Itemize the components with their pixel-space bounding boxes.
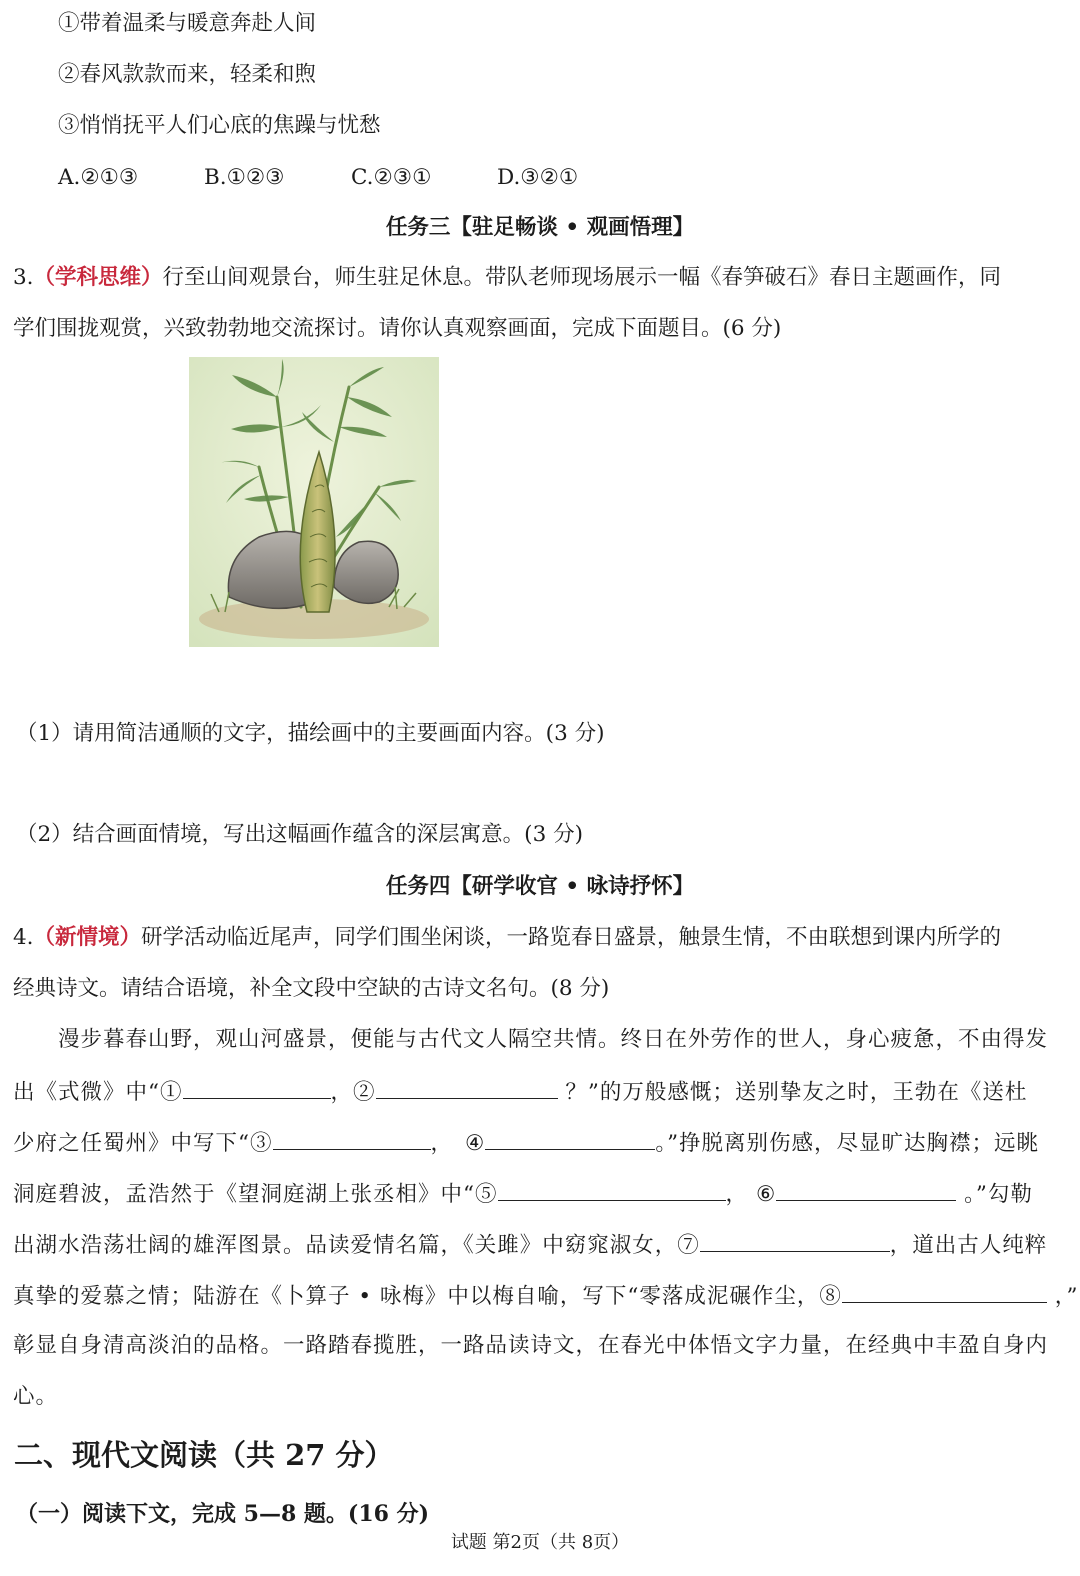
blank-2[interactable]: [376, 1076, 558, 1099]
subsection-heading: （一）阅读下文，完成 5—8 题。(16 分): [16, 1501, 430, 1527]
blank-number-5: ⑤: [475, 1182, 498, 1207]
passage-text: 出《式微》中“: [13, 1080, 160, 1105]
option-line-1: ①带着温柔与暖意奔赴人间: [58, 11, 317, 36]
subquestion-2: （2）结合画面情境，写出这幅画作蕴含的深层寓意。(3 分): [16, 822, 583, 847]
choice-d: D.③②①: [497, 165, 579, 190]
blank-3[interactable]: [273, 1127, 431, 1150]
question-tag: （新情境）: [33, 925, 142, 950]
blank-number-7: ⑦: [677, 1233, 700, 1258]
passage-text: 少府之任蜀州》中写下“: [13, 1131, 250, 1156]
passage-line-3: [13, 1127, 1039, 1159]
option-line-3: ③悄悄抚平人们心底的焦躁与忧愁: [58, 113, 381, 138]
blank-4[interactable]: [485, 1127, 655, 1150]
passage-line-4: [13, 1178, 1033, 1210]
blank-7[interactable]: [700, 1229, 890, 1252]
task4-title: 任务四【研学收官 • 咏诗抒怀】: [385, 874, 695, 899]
passage-text: 。”勾勒: [956, 1182, 1033, 1207]
question-3: [13, 263, 1001, 293]
question-4: [13, 923, 1001, 953]
task3-title: 任务三【驻足畅谈 • 观画悟理】: [385, 215, 695, 240]
choice-b: B.①②③: [204, 165, 285, 190]
passage-line-6: [13, 1280, 1078, 1312]
question-number: 4.: [13, 925, 34, 950]
passage-text: ，”: [1046, 1284, 1079, 1309]
passage-text: 真挚的爱慕之情；陆游在《卜算子 • 咏梅》中以梅自喻，写下“零落成泥碾作尘，: [13, 1284, 820, 1309]
question-4-line2: 经典诗文。请结合语境，补全文段中空缺的古诗文名句。(8 分): [13, 976, 610, 1001]
blank-number-6: ⑥: [756, 1182, 777, 1207]
passage-line-5: [13, 1229, 1047, 1261]
bamboo-shoot-painting: [189, 357, 439, 647]
option-line-2: ②春风款款而来，轻柔和煦: [58, 62, 317, 87]
blank-8[interactable]: [842, 1280, 1047, 1303]
passage-line-1: 漫步暮春山野，观山河盛景，便能与古代文人隔空共情。终日在外劳作的世人，身心疲惫，不由得发: [58, 1027, 1049, 1052]
blank-6[interactable]: [776, 1178, 956, 1201]
subquestion-1: （1）请用简洁通顺的文字，描绘画中的主要画面内容。(3 分): [16, 721, 605, 746]
passage-text: ，: [330, 1080, 354, 1105]
blank-number-3: ③: [250, 1131, 273, 1156]
question-number: 3.: [13, 265, 34, 290]
blank-number-8: ⑧: [819, 1284, 842, 1309]
passage-text: 洞庭碧波，孟浩然于《望洞庭湖上张丞相》中“: [13, 1182, 475, 1207]
passage-text: ，: [430, 1131, 454, 1156]
passage-text: ？”的万般感慨；送别挚友之时，王勃在《送杜: [557, 1080, 1028, 1105]
passage-text: ，: [725, 1182, 749, 1207]
blank-number-4: ④: [465, 1131, 486, 1156]
section-heading: 二、现代文阅读（共 27 分）: [14, 1438, 394, 1472]
blank-5[interactable]: [498, 1178, 726, 1201]
choice-c: C.②③①: [351, 165, 432, 190]
passage-line-7: 彰显自身清高淡泊的品格。一路踏春揽胜，一路品读诗文，在春光中体悟文字力量，在经典中丰盈自身内: [13, 1333, 1049, 1358]
question-3-line2: 学们围拢观赏，兴致勃勃地交流探讨。请你认真观察画面，完成下面题目。(6 分): [13, 316, 782, 341]
question-text: 行至山间观景台，师生驻足休息。带队老师现场展示一幅《春笋破石》春日主题画作，同: [162, 265, 1002, 290]
passage-text: 出湖水浩荡壮阔的雄浑图景。品读爱情名篇，《关雎》中窈窕淑女，: [13, 1233, 678, 1258]
passage-line-2: [13, 1076, 1027, 1108]
passage-line-8: 心。: [13, 1384, 59, 1409]
blank-number-1: ①: [160, 1080, 183, 1105]
blank-number-2: ②: [353, 1080, 376, 1105]
question-text: 研学活动临近尾声，同学们围坐闲谈，一路览春日盛景，触景生情，不由联想到课内所学的: [141, 925, 1002, 950]
choice-a: A.②①③: [58, 165, 139, 190]
blank-1[interactable]: [183, 1076, 331, 1099]
question-tag: （学科思维）: [33, 265, 163, 290]
page-footer: 试题 第2页（共 8页）: [450, 1532, 630, 1553]
passage-text: 。”挣脱离别伤感，尽显旷达胸襟；远眺: [655, 1131, 1040, 1156]
passage-text: ，道出古人纯粹: [889, 1233, 1048, 1258]
